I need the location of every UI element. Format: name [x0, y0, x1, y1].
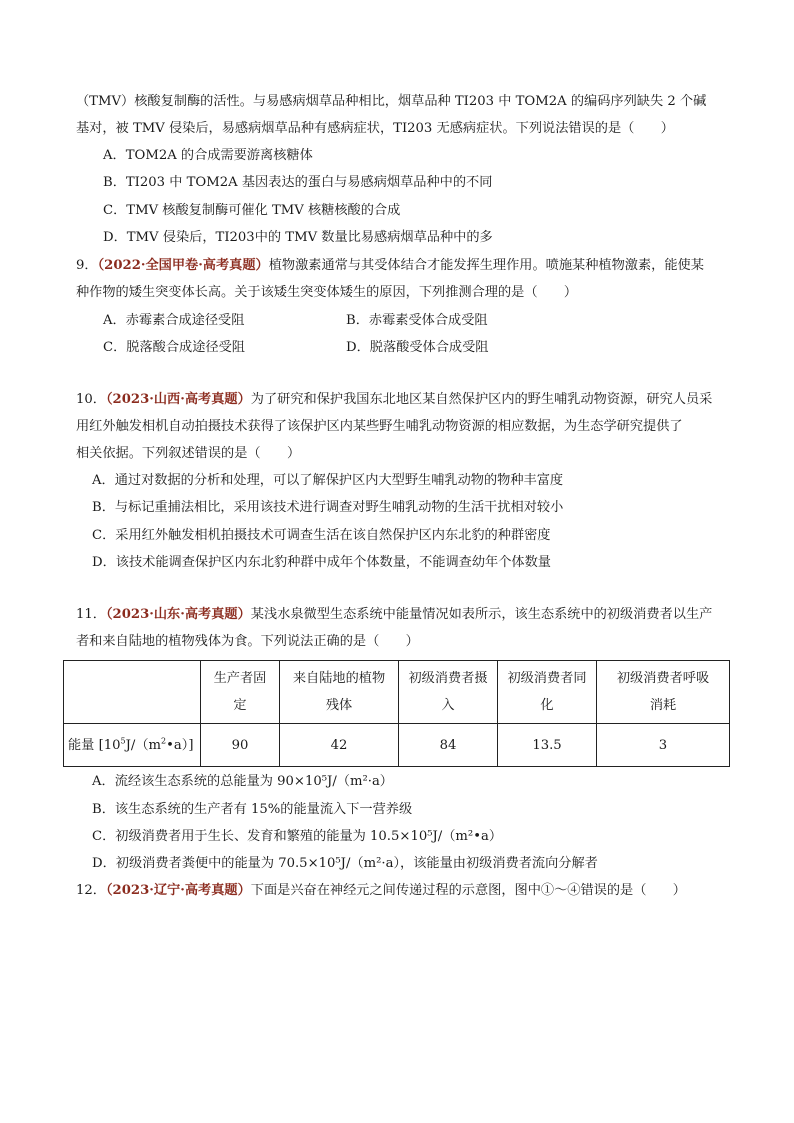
q12-stem: 下面是兴奋在神经元之间传递过程的示意图，图中①～④错误的是（ ） [250, 883, 686, 898]
q8-line1: （TMV）核酸复制酶的活性。与易感病烟草品种相比，烟草品种 TI203 中 TOM2A 的编码序列缺失 2 个碱 [76, 94, 707, 109]
table-row [64, 724, 730, 767]
q12-source: （2023·辽宁·高考真题） [105, 883, 251, 898]
table-header-cell: 生产者固 定 [201, 661, 280, 724]
q10-source: （2023·山西·高考真题） [105, 392, 251, 407]
q10-stem: 为了研究和保护我国东北地区某自然保护区内的野生哺乳动物资源，研究人员采 [250, 392, 713, 407]
table-cell: 90 [201, 724, 280, 767]
q8-option-d: D．TMV 侵染后，TI203中的 TMV 数量比易感病烟草品种中的多 [103, 230, 493, 245]
table-cell: 84 [399, 724, 498, 767]
q9-option-c: C．脱落酸合成途径受阻 [103, 340, 245, 355]
row-label-sup: 2 [161, 736, 167, 746]
q10-option-c: C．采用红外触发相机拍摄技术可调查生活在该自然保护区内东北豹的种群密度 [92, 528, 551, 543]
q11-line2: 者和来自陆地的植物残体为食。下列说法正确的是（ ） [76, 634, 419, 649]
table-row-label [64, 724, 201, 767]
q11-option-d: D．初级消费者粪便中的能量为 70.5×10⁵J/（m²·a），该能量由初级消费者流向分解者 [92, 856, 598, 871]
q10-option-a: A．通过对数据的分析和处理，可以了解保护区内大型野生哺乳动物的物种丰富度 [92, 473, 564, 488]
q11-energy-table-wrap [63, 660, 730, 767]
q11-option-c: C．初级消费者用于生长、发育和繁殖的能量为 10.5×10⁵J/（m²•a） [92, 829, 503, 844]
q12-number: 12． [76, 883, 106, 898]
q8-option-b: B．TI203 中 TOM2A 基因表达的蛋白与易感病烟草品种中的不同 [103, 175, 493, 190]
q8-option-a: A．TOM2A 的合成需要游离核糖体 [103, 148, 313, 163]
q9-option-d: D．脱落酸受体合成受阻 [346, 340, 489, 355]
q9-stem: 植物激素通常与其受体结合才能发挥生理作用。喷施某种植物激素，能使某 [268, 258, 704, 273]
q12-line1 [76, 882, 736, 900]
q11-source: （2023·山东·高考真题） [105, 607, 251, 622]
q11-option-a: A．流经该生态系统的总能量为 90×10⁵J/（m²·a） [92, 774, 393, 789]
q9-line1 [76, 257, 736, 275]
q10-number: 10． [76, 392, 106, 407]
table-cell: 42 [280, 724, 399, 767]
table-header-cell: 来自陆地的植物 残体 [280, 661, 399, 724]
q9-option-a: A．赤霉素合成途径受阻 [103, 313, 245, 328]
q10-line3: 相关依据。下列叙述错误的是（ ） [76, 446, 301, 461]
q9-line2: 种作物的矮生突变体长高。关于该矮生突变体矮生的原因，下列推测合理的是（ ） [76, 285, 578, 300]
q10-line1 [76, 391, 736, 409]
q11-option-b: B．该生态系统的生产者有 15%的能量流入下一营养级 [92, 802, 413, 817]
q8-line2: 基对，被 TMV 侵染后，易感病烟草品种有感病症状，TI203 无感病症状。下列说法错误的是（ ） [76, 121, 674, 136]
q10-line2: 用红外触发相机自动拍摄技术获得了该保护区内某些野生哺乳动物资源的相应数据，为生态学研究提供了 [76, 419, 683, 434]
table-header-row [64, 661, 730, 724]
table-header-cell: 初级消费者同 化 [498, 661, 597, 724]
q10-option-b: B．与标记重捕法相比，采用该技术进行调查对野生哺乳动物的生活干扰相对较小 [92, 500, 564, 515]
table-cell: 3 [597, 724, 730, 767]
q9-number: 9． [76, 258, 98, 273]
q9-source: （2022·全国甲卷·高考真题） [97, 258, 269, 273]
q11-energy-table [63, 660, 730, 767]
q9-option-b: B．赤霉素受体合成受阻 [346, 313, 488, 328]
row-label-part: J/（m [125, 737, 162, 753]
table-header-cell [64, 661, 201, 724]
table-header-cell: 初级消费者呼吸 消耗 [597, 661, 730, 724]
q11-line1 [76, 606, 736, 624]
table-header-cell: 初级消费者摄 入 [399, 661, 498, 724]
q10-option-d: D．该技术能调查保护区内东北豹种群中成年个体数量，不能调查幼年个体数量 [92, 555, 551, 570]
q11-stem: 某浅水泉微型生态系统中能量情况如表所示，该生态系统中的初级消费者以生产 [250, 607, 713, 622]
row-label-part: 能量 [10 [68, 737, 121, 753]
row-label-sup: 5 [120, 736, 126, 746]
row-label-part: •a）] [166, 737, 194, 753]
table-cell: 13.5 [498, 724, 597, 767]
q8-option-c: C．TMV 核酸复制酶可催化 TMV 核糖核酸的合成 [103, 203, 401, 218]
q11-number: 11． [76, 607, 106, 622]
